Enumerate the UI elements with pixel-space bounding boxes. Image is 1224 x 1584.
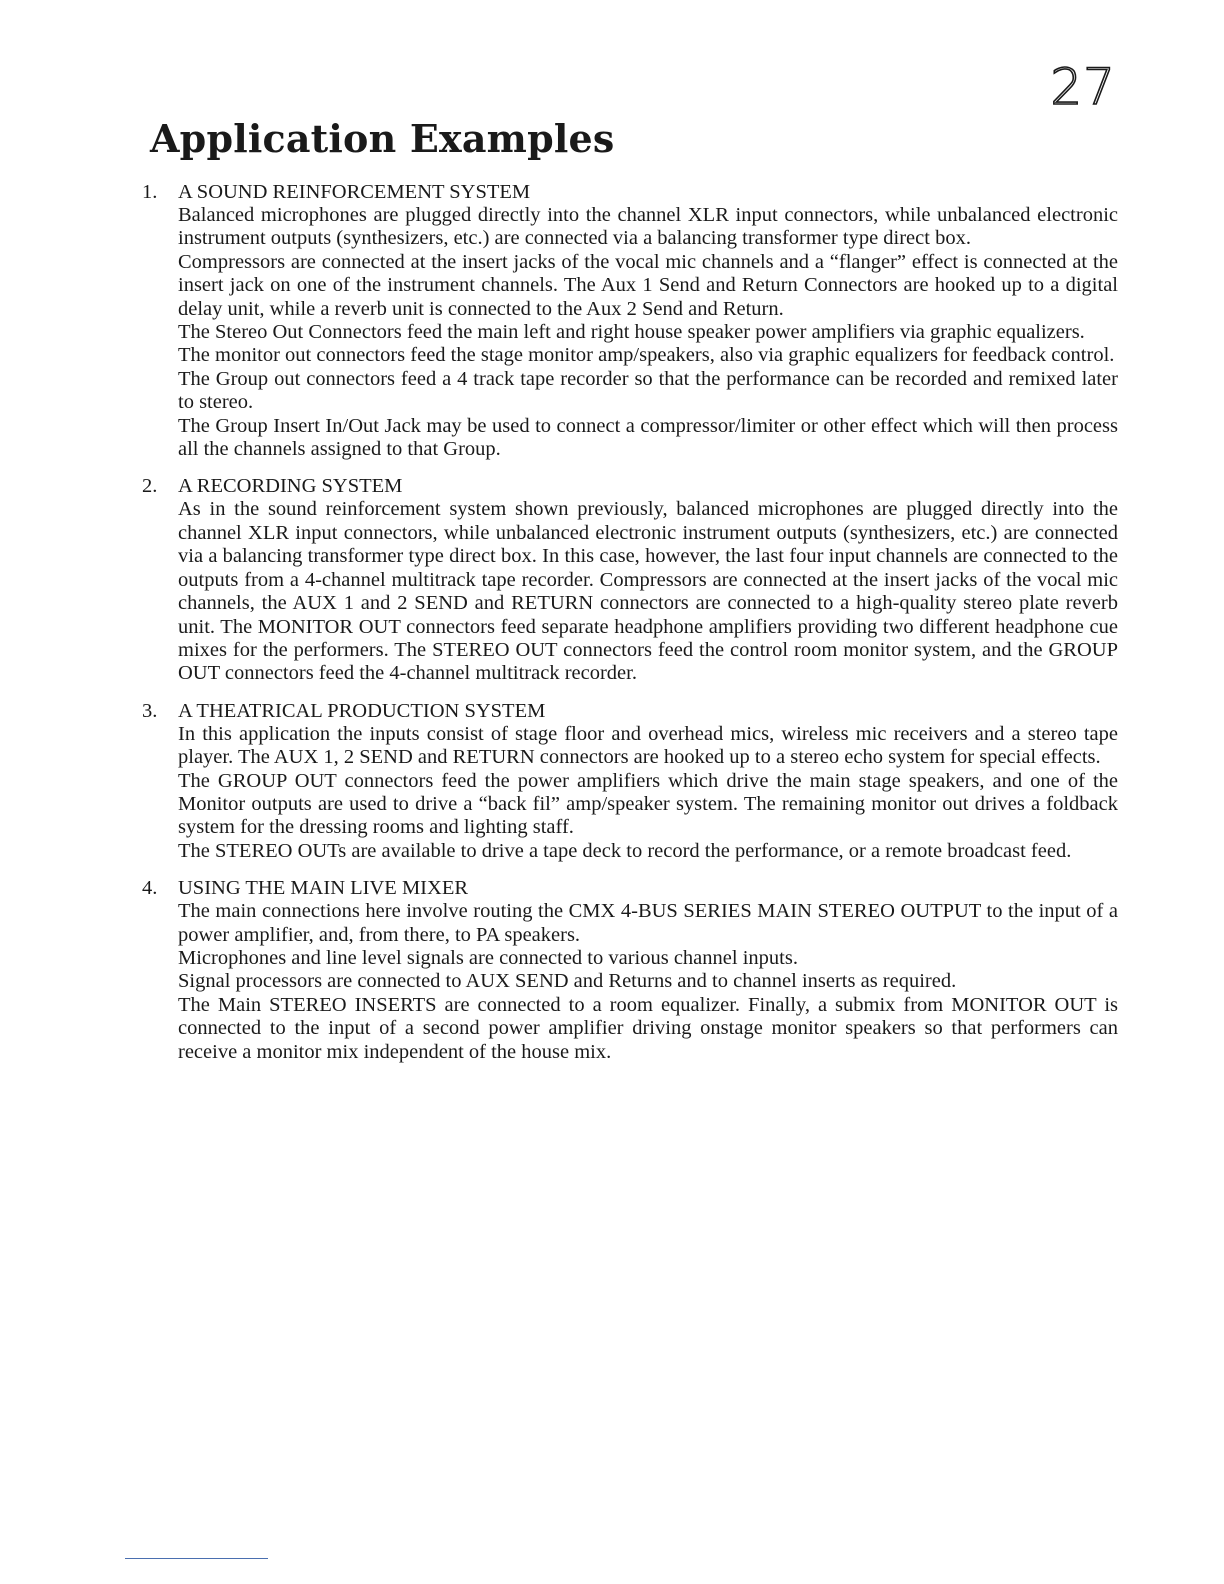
page-number: 27 (1050, 58, 1116, 116)
section-title: A THEATRICAL PRODUCTION SYSTEM (178, 699, 546, 722)
paragraph: Microphones and line level signals are connected to various channel inputs. (178, 946, 798, 969)
section-title: A RECORDING SYSTEM (178, 475, 403, 498)
paragraph: The Group out connectors feed a 4 track tape recorder so that the performance can be recorded and remixed later to stereo. (178, 367, 1118, 414)
section-number: 3. (142, 699, 158, 722)
paragraph: Signal processors are connected to AUX SEND and Returns and to channel inserts as required. (178, 970, 957, 993)
paragraph: The STEREO OUTs are available to drive a tape deck to record the performance, or a remote broadcast feed. (178, 839, 1072, 862)
footer-rule (125, 1558, 268, 1559)
section-title: A SOUND REINFORCEMENT SYSTEM (178, 181, 531, 203)
paragraph: The Group Insert In/Out Jack may be used to connect a compressor/limiter or other effect which will then process all the channels assigned to that Group. (178, 414, 1118, 461)
section-theatrical-production (142, 700, 1118, 863)
paragraph: In this application the inputs consist of stage floor and overhead mics, wireless mic receivers and a stereo tape player. The AUX 1, 2 SEND and RETURN connectors are hooked up to a stereo echo system for special effects. (178, 722, 1118, 769)
page-title: Application Examples (150, 116, 615, 161)
section-heading (142, 181, 1118, 204)
section-heading (142, 877, 1118, 900)
section-sound-reinforcement (142, 181, 1118, 461)
section-heading (142, 475, 1118, 498)
section-title: USING THE MAIN LIVE MIXER (178, 877, 469, 900)
paragraph: The main connections here involve routing the CMX 4-BUS SERIES MAIN STEREO OUTPUT to the input of a power amplifier, and, from there, to PA speakers. (178, 900, 1118, 946)
application-examples-list (142, 181, 1118, 1078)
paragraph: The Main STEREO INSERTS are connected to a room equalizer. Finally, a submix from MONITOR OUT is connected to the input of a second power amplifier driving onstage monitor speakers so that performers can receive a monitor mix independent of the house mix. (178, 993, 1118, 1063)
paragraph: Compressors are connected at the insert jacks of the vocal mic channels and a “flanger” effect is connected at the insert jack on one of the instrument channels. The Aux 1 Send and Return Connectors are hooked up to a digital delay unit, while a reverb unit is connected to the Aux 2 Send and Return. (178, 250, 1118, 320)
paragraph: The monitor out connectors feed the stage monitor amp/speakers, also via graphic equalizers for feedback control. (178, 344, 1115, 367)
section-number: 4. (142, 877, 158, 900)
paragraph: The Stereo Out Connectors feed the main left and right house speaker power amplifiers via graphic equalizers. (178, 321, 1085, 344)
section-main-live-mixer (142, 877, 1118, 1064)
paragraph: Balanced microphones are plugged directly into the channel XLR input connectors, while unbalanced electronic instrument outputs (synthesizers, etc.) are connected via a balancing transformer type direct box. (178, 204, 1118, 250)
section-recording-system (142, 475, 1118, 685)
paragraph: As in the sound reinforcement system shown previously, balanced microphones are plugged directly into the channel XLR input connectors, while unbalanced electronic instrument outputs (synthesizers, etc.) are connected via a balancing transformer type direct box. In this case, however, the last four input channels are connected to the outputs from a 4-channel multitrack tape recorder. Compressors are connected at the insert jacks of the vocal mic channels, the AUX 1 and 2 SEND and RETURN connectors are connected to a high-quality stereo plate reverb unit. The MONITOR OUT connectors feed separate headphone amplifiers providing two different headphone cue mixes for the performers. The STEREO OUT connectors feed the control room monitor system, and the GROUP OUT connectors feed the 4-channel multitrack recorder. (178, 498, 1118, 685)
paragraph: The GROUP OUT connectors feed the power amplifiers which drive the main stage speakers, and one of the Monitor outputs are used to drive a “back fil” amp/speaker system. The remaining monitor out drives a foldback system for the dressing rooms and lighting staff. (178, 769, 1118, 839)
section-number: 1. (142, 181, 158, 203)
section-heading (142, 700, 1118, 723)
section-number: 2. (142, 475, 158, 498)
